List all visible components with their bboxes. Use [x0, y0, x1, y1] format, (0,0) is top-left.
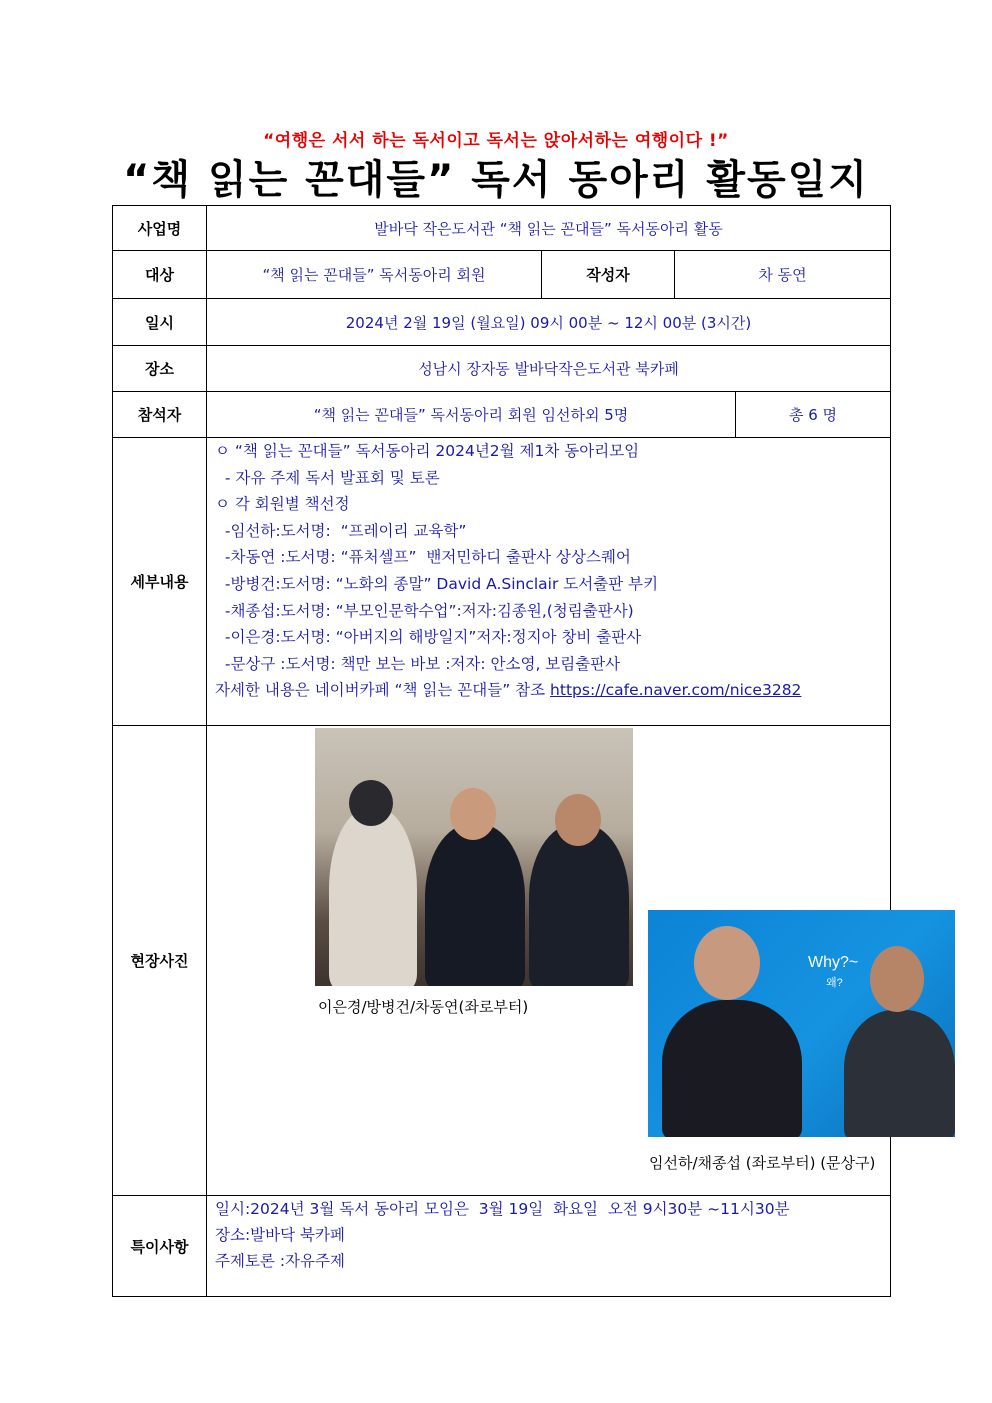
- datetime-label: 일시: [113, 299, 207, 346]
- attendees-total: 총 6 명: [736, 392, 891, 438]
- attendees-value: “책 읽는 꼰대들” 독서동아리 회원 임선하외 5명: [207, 392, 736, 438]
- cafe-link[interactable]: https://cafe.naver.com/nice3282: [550, 681, 802, 700]
- person-head: [450, 788, 496, 840]
- wall-text: Why?~: [808, 954, 859, 971]
- photos-area: [207, 726, 890, 1196]
- person-figure: [844, 1010, 955, 1137]
- remarks-line: 일시:2024년 3월 독서 동아리 모임은 3월 19일 화요일 오전 9시30분 ~11시30분: [215, 1200, 790, 1218]
- details-line: -방병건:도서명: “노화의 종말” David A.Sinclair 도서출판 부키: [215, 574, 659, 593]
- details-cell: [207, 438, 891, 726]
- remarks-label: 특이사항: [113, 1196, 207, 1297]
- meeting-photo-2: [648, 910, 955, 1137]
- target-value: “책 읽는 꼰대들” 독서동아리 회원: [207, 251, 542, 299]
- photos-label: 현장사진: [113, 726, 207, 1196]
- row-datetime: [113, 299, 891, 346]
- details-label: 세부내용: [113, 438, 207, 726]
- remarks-cell: [207, 1196, 891, 1297]
- person-figure: [662, 1000, 802, 1137]
- details-line: ㅇ 각 회원별 책선정: [215, 495, 350, 514]
- row-details: [113, 438, 891, 726]
- person-figure: [529, 824, 629, 986]
- person-head: [555, 794, 601, 846]
- meeting-photo-1: [315, 728, 633, 986]
- details-link-prefix: 자세한 내용은 네이버카페 “책 읽는 꼰대들” 참조: [215, 681, 551, 700]
- row-photos: [113, 726, 891, 1196]
- details-line: -임선하:도서명: “프레이리 교육학”: [215, 521, 467, 540]
- remarks-line: 주제토론 :자유주제: [215, 1252, 345, 1270]
- row-target: [113, 251, 891, 299]
- place-label: 장소: [113, 346, 207, 392]
- details-line: -이은경:도서명: “아버지의 해방일지”저자:정지아 창비 출판사: [215, 628, 642, 647]
- person-head: [694, 926, 760, 1000]
- person-head: [349, 780, 393, 826]
- details-line: -채종섭:도서명: “부모인문학수업”:저자:김종원,(청림출판사): [215, 601, 634, 620]
- details-line: -차동연 :도서명: “퓨처셀프” 밴저민하디 출판사 상상스퀘어: [215, 548, 631, 567]
- photo-caption-1: 이은경/방병건/차동연(좌로부터): [318, 998, 529, 1016]
- person-head: [870, 946, 924, 1012]
- details-line: - 자유 주제 독서 발표회 및 토론: [215, 468, 440, 487]
- author-label: 작성자: [542, 251, 675, 299]
- row-remarks: [113, 1196, 891, 1297]
- author-value: 차 동연: [675, 251, 891, 299]
- place-value: 성남시 장자동 발바닥작은도서관 북카페: [207, 346, 891, 392]
- project-label: 사업명: [113, 206, 207, 251]
- slogan: “여행은 서서 하는 독서이고 독서는 앉아서하는 여행이다 !”: [263, 131, 729, 151]
- datetime-value: 2024년 2월 19일 (월요일) 09시 00분 ~ 12시 00분 (3시간): [207, 299, 891, 346]
- attendees-label: 참석자: [113, 392, 207, 438]
- wall-text: 왜?: [826, 977, 843, 989]
- photo-caption-2: 임선하/채종섭 (좌로부터) (문상구): [649, 1154, 876, 1172]
- person-figure: [329, 808, 417, 986]
- page-title: “책 읽는 꼰대들” 독서 동아리 활동일지: [123, 157, 869, 203]
- details-link-line: [215, 677, 890, 704]
- details-line: ㅇ “책 읽는 꼰대들” 독서동아리 2024년2월 제1차 동아리모임: [215, 442, 640, 460]
- row-place: [113, 346, 891, 392]
- remarks-line: 장소:발바닥 북카페: [215, 1226, 345, 1244]
- photos-cell: [207, 726, 891, 1196]
- target-label: 대상: [113, 251, 207, 299]
- details-content: [207, 438, 890, 704]
- details-line: -문상구 :도서명: 책만 보는 바보 :저자: 안소영, 보림출판사: [215, 654, 621, 673]
- remarks-content: [207, 1196, 890, 1274]
- project-value: 발바닥 작은도서관 “책 읽는 꼰대들” 독서동아리 활동: [207, 206, 891, 251]
- person-figure: [425, 824, 525, 986]
- row-project: [113, 206, 891, 251]
- row-attendees: [113, 392, 891, 438]
- activity-log-table: [112, 205, 891, 1297]
